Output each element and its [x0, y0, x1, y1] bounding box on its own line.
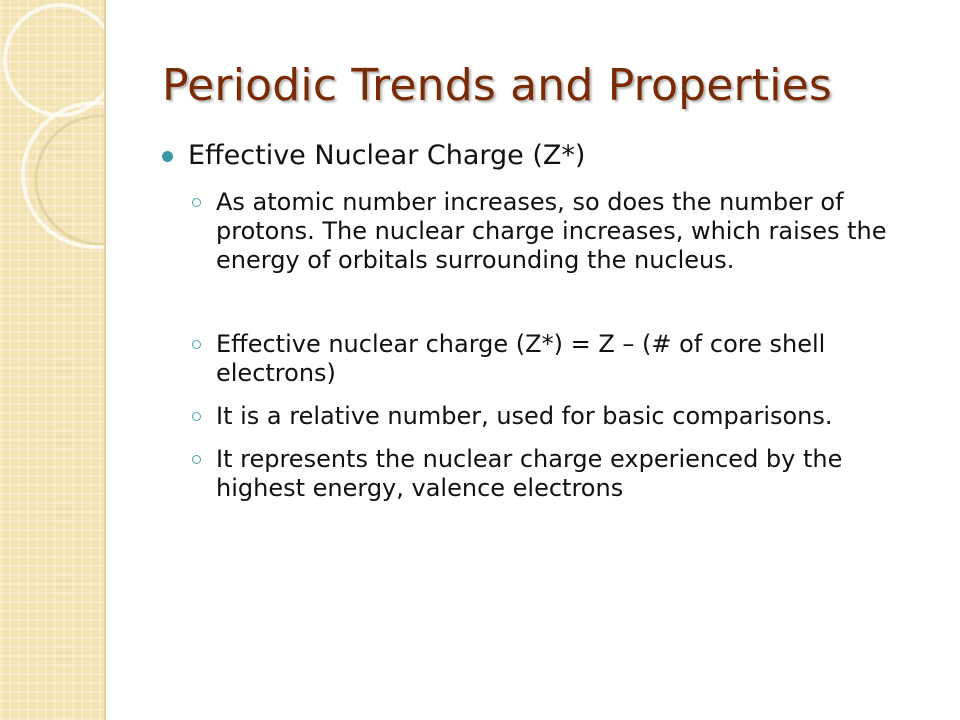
sub-bullet-ring-icon [192, 340, 201, 349]
decorative-side-strip [0, 0, 106, 720]
sub-bullet-ring-icon [192, 198, 201, 207]
sub-bullet-ring-icon [192, 455, 201, 464]
slide-title: Periodic Trends and Properties [162, 60, 833, 111]
sub-bullet-item [162, 330, 922, 388]
sub-bullet-item [162, 188, 922, 275]
sub-bullet-text: As atomic number increases, so does the number of protons. The nuclear charge increases, which raises the energy of orbitals surrounding the nucleus. [216, 188, 887, 274]
bullet-item [162, 136, 922, 176]
spacer [162, 289, 922, 330]
sub-bullet-ring-icon [192, 412, 201, 421]
sub-bullet-text: It represents the nuclear charge experienced by the highest energy, valence electrons [216, 445, 843, 502]
bullet-dot-icon [162, 151, 173, 162]
decorative-rings-icon [0, 0, 106, 320]
sub-bullet-text: It is a relative number, used for basic comparisons. [216, 402, 833, 430]
sub-bullet-text: Effective nuclear charge (Z*) = Z – (# of core shell electrons) [216, 330, 826, 387]
bullet-text: Effective Nuclear Charge (Z*) [188, 140, 586, 171]
sub-bullet-item [162, 445, 922, 503]
sub-bullet-item [162, 402, 922, 431]
slide-body [162, 136, 922, 517]
